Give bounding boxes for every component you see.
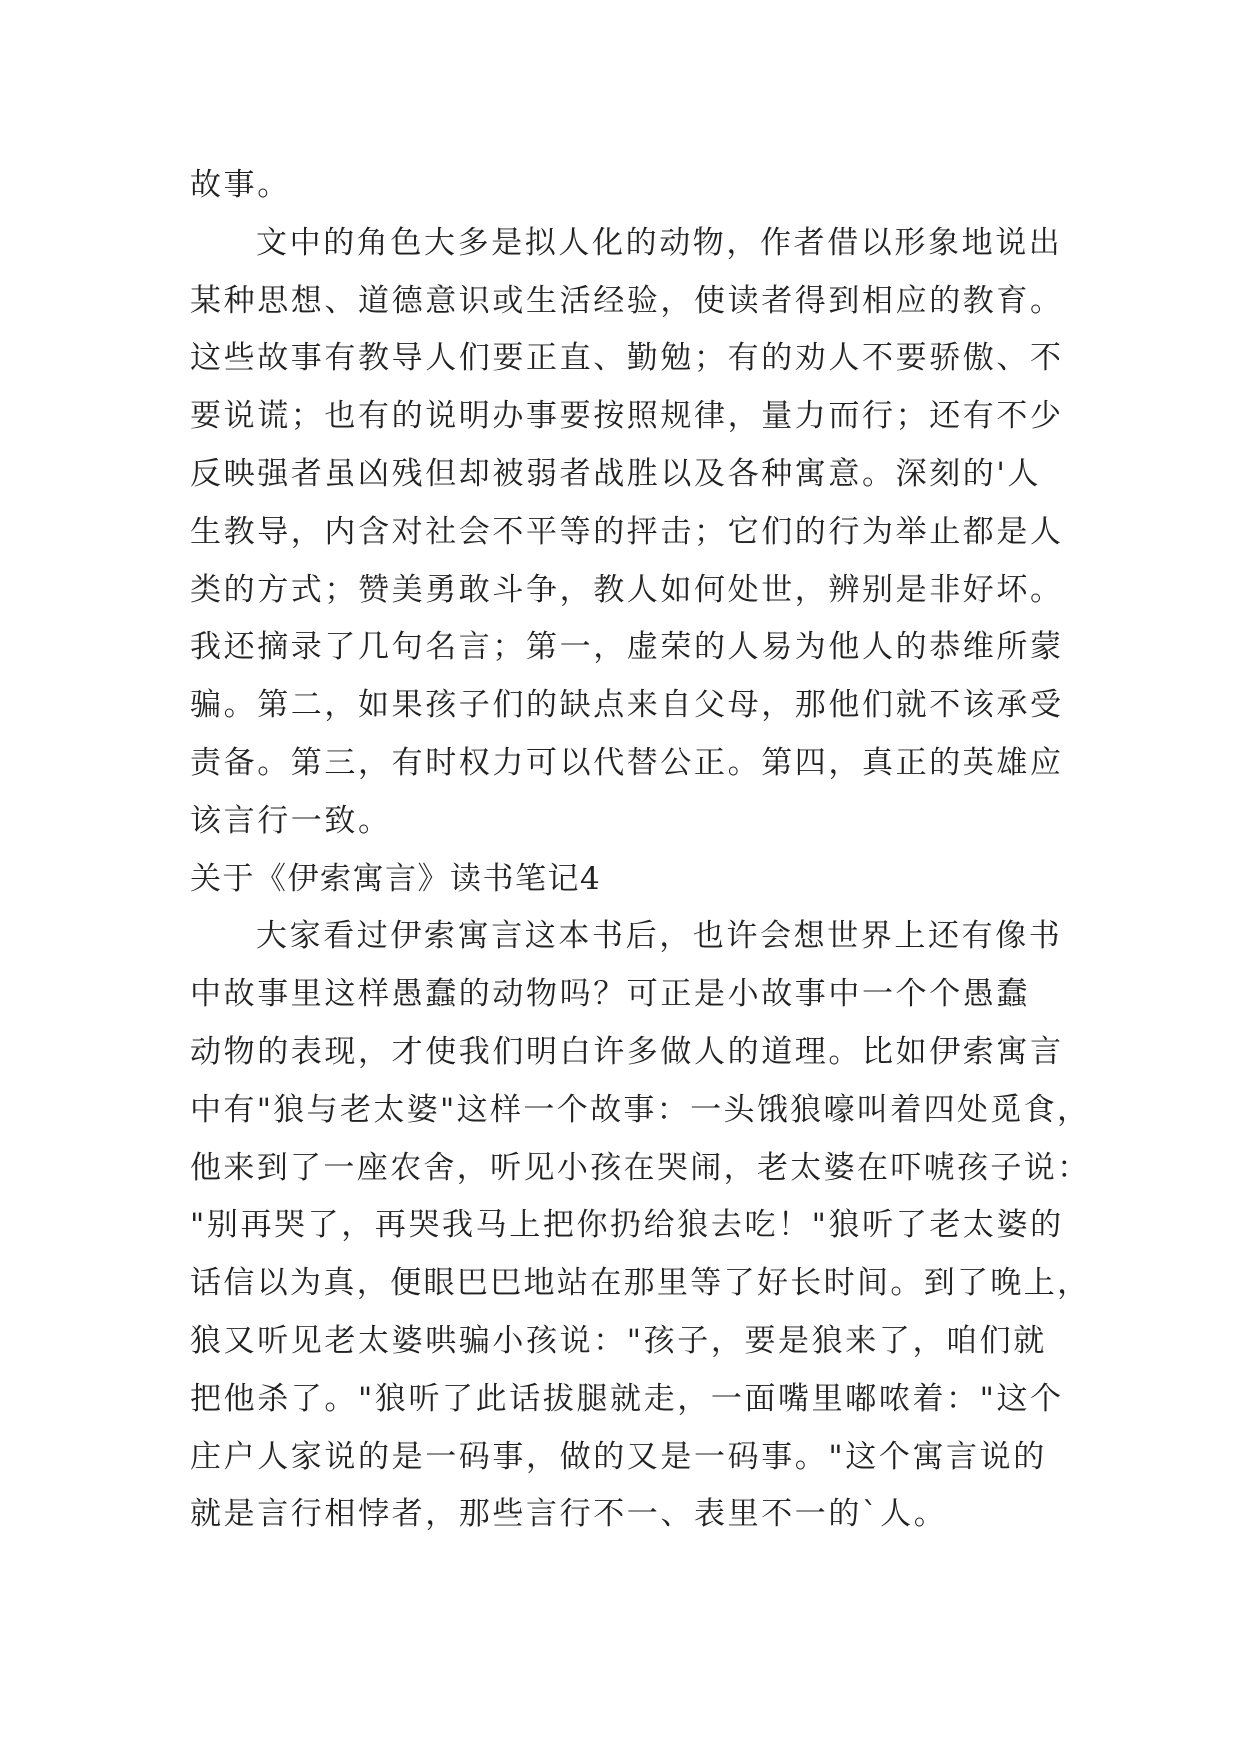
- text-line: 中故事里这样愚蠢的动物吗？可正是小故事中一个个愚蠢: [190, 976, 1030, 1013]
- text-line: 骗。第二，如果孩子们的缺点来自父母，那他们就不该承受: [190, 687, 1064, 724]
- text-line: 故事。: [190, 167, 291, 203]
- text-line: 类的方式；赞美勇敢斗争，教人如何处世，辨别是非好坏。: [190, 571, 1064, 608]
- document-body: [190, 157, 1090, 1544]
- text-line: 生教导，内含对社会不平等的抨击；它们的行为举止都是人: [190, 513, 1064, 550]
- paragraph-start-line: 文中的角色大多是拟人化的动物，作者借以形象地说出: [256, 224, 1063, 261]
- paragraph-start-line: 大家看过伊索寓言这本书后，也许会想世界上还有像书: [256, 918, 1063, 955]
- text-line: 责备。第三，有时权力可以代替公正。第四，真正的英雄应: [190, 744, 1064, 781]
- text-line: 要说谎；也有的说明办事要按照规律，量力而行；还有不少: [190, 398, 1064, 435]
- text-line: 他来到了一座农舍，听见小孩在哭闹，老太婆在吓唬孩子说：: [190, 1149, 1091, 1186]
- text-line: 就是言行相悖者，那些言行不一、表里不一的`人。: [190, 1496, 948, 1533]
- text-line: 某种思想、道德意识或生活经验，使读者得到相应的教育。: [190, 282, 1064, 319]
- text-line: 反映强者虽凶残但却被弱者战胜以及各种寓意。深刻的'人: [190, 455, 1042, 492]
- text-line: "别再哭了，再哭我马上把你扔给狼去吃！"狼听了老太婆的: [190, 1207, 1064, 1244]
- text-line: 该言行一致。: [190, 802, 392, 839]
- text-line: 庄户人家说的是一码事，做的又是一码事。"这个寓言说的: [190, 1438, 1047, 1475]
- text-line: 中有"狼与老太婆"这样一个故事：一头饿狼嚎叫着四处觅食，: [190, 1091, 1091, 1128]
- text-line: 狼又听见老太婆哄骗小孩说："孩子，要是狼来了，咱们就: [190, 1322, 1047, 1359]
- text-line: 话信以为真，便眼巴巴地站在那里等了好长时间。到了晚上，: [190, 1265, 1091, 1302]
- text-line: 我还摘录了几句名言；第一，虚荣的人易为他人的恭维所蒙: [190, 629, 1064, 666]
- text-line: 这些故事有教导人们要正直、勤勉；有的劝人不要骄傲、不: [190, 340, 1064, 377]
- section-heading: 关于《伊索寓言》读书笔记4: [190, 860, 602, 897]
- text-line: 动物的表现，才使我们明白许多做人的道理。比如伊索寓言: [190, 1033, 1064, 1070]
- text-line: 把他杀了。"狼听了此话拔腿就走，一面嘴里嘟哝着："这个: [190, 1380, 1064, 1417]
